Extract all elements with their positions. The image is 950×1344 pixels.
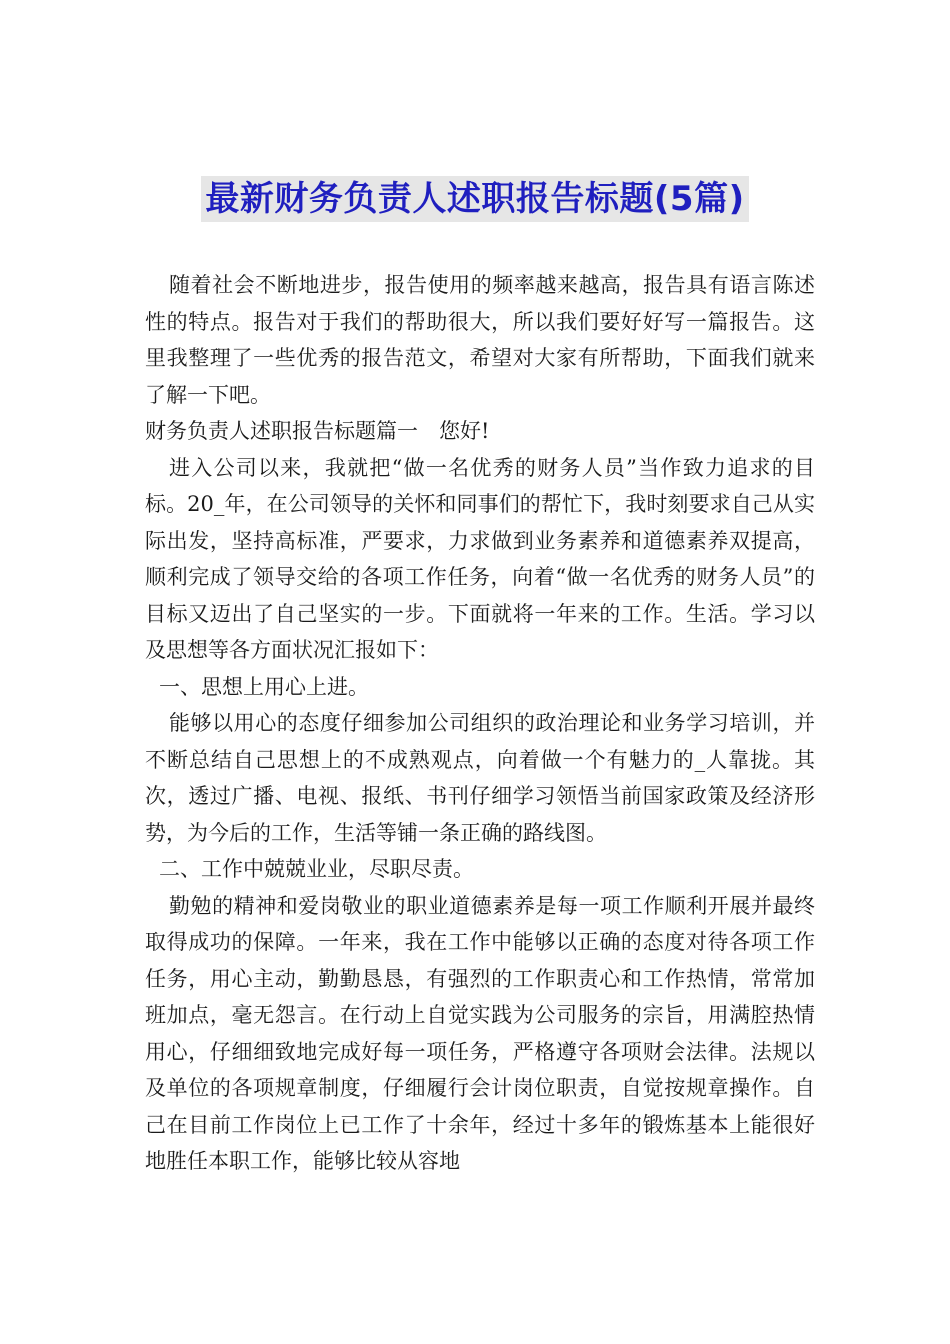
document-body	[145, 267, 815, 1180]
title-container	[0, 176, 950, 222]
body-paragraph: 进入公司以来，我就把“做一名优秀的财务人员”当作致力追求的目标。20_年，在公司领导的关怀和同事们的帮忙下，我时刻要求自己从实际出发，坚持高标准，严要求，力求做到业务素养和道德素养双提高，顺利完成了领导交给的各项工作任务，向着“做一名优秀的财务人员”的目标又迈出了自己坚实的一步。下面就将一年来的工作。生活。学习以及思想等各方面状况汇报如下：	[145, 455, 815, 662]
body-paragraph: 能够以用心的态度仔细参加公司组织的政治理论和业务学习培训，并不断总结自己思想上的不成熟观点，向着做一个有魅力的_人靠拢。其次，透过广播、电视、报纸、书刊仔细学习领悟当前国家政策及经济形势，为今后的工作，生活等铺一条正确的路线图。	[145, 711, 815, 845]
intro-paragraph: 随着社会不断地进步，报告使用的频率越来越高，报告具有语言陈述性的特点。报告对于我们的帮助很大，所以我们要好好写一篇报告。这里我整理了一些优秀的报告范文，希望对大家有所帮助，下面我们就来了解一下吧。	[145, 273, 815, 407]
section-heading: 财务负责人述职报告标题篇一 您好!	[145, 419, 490, 443]
subheading-1: 一、思想上用心上进。	[159, 674, 369, 699]
subheading-2: 二、工作中兢兢业业，尽职尽责。	[159, 857, 474, 881]
body-paragraph: 勤勉的精神和爱岗敬业的职业道德素养是每一项工作顺利开展并最终取得成功的保障。一年来，我在工作中能够以正确的态度对待各项工作任务，用心主动，勤勤恳恳，有强烈的工作职责心和工作热情，常常加班加点，毫无怨言。在行动上自觉实践为公司服务的宗旨，用满腔热情用心，仔细细致地完成好每一项任务，严格遵守各项财会法律。法规以及单位的各项规章制度，仔细履行会计岗位职责，自觉按规章操作。自己在目前工作岗位上已工作了十余年，经过十多年的锻炼基本上能很好地胜任本职工作，能够比较从容地	[145, 893, 815, 1173]
document-title: 最新财务负责人述职报告标题(5篇)	[201, 176, 748, 222]
